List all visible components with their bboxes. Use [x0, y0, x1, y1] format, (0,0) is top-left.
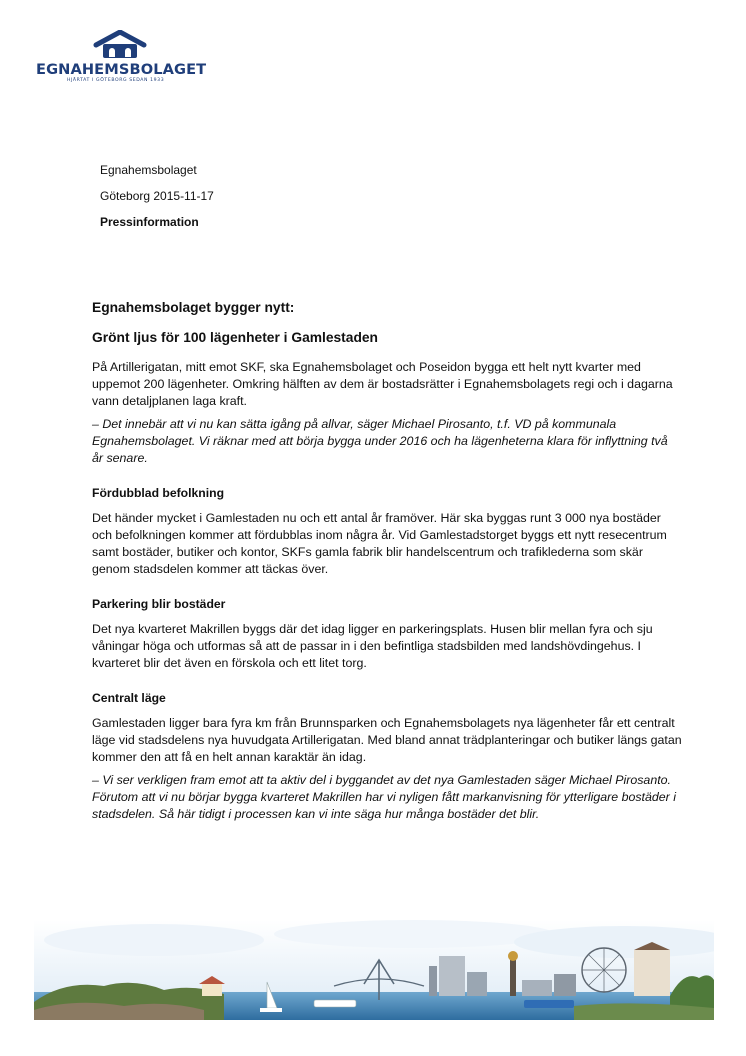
place-and-date: Göteborg 2015-11-17	[100, 189, 214, 203]
logo-wordmark: EGNAHEMSBOLAGET	[36, 61, 207, 78]
document-type: Pressinformation	[100, 215, 199, 229]
house-logo-icon	[92, 30, 148, 60]
intro-paragraph: På Artillerigatan, mitt emot SKF, ska Egnahemsbolaget och Poseidon bygga ett helt nytt kvarter med uppemot 200 lägenheter. Omkring hälften av dem är bostadsrätter i Egnahemsbolagets regi och i dagarna vann detaljplanen laga kraft.	[92, 360, 673, 408]
section-text-location: Gamlestaden ligger bara fyra km från Brunnsparken och Egnahemsbolagets nya lägenheter får ett centralt läge vid stadsdelens nya huvudgata Artillerigatan. Med bland annat trädplanteringar och butiker längs gatan kommer den att få en helt annan karaktär än idag.	[92, 716, 682, 764]
company-logo	[36, 30, 206, 84]
section-heading-parking: Parkering blir bostäder	[92, 597, 226, 611]
quote-paragraph-1: – Det innebär att vi nu kan sätta igång på allvar, säger Michael Pirosanto, t.f. VD på kommunala Egnahemsbolaget. Vi räknar med att börja bygga under 2016 och ha lägenheterna klara för inflyttning två år senare.	[92, 417, 668, 465]
section-text-parking: Det nya kvarteret Makrillen byggs där det idag ligger en parkeringsplats. Husen blir mellan fyra och sju våningar höga och utformas så att de passar in i den befintliga stadsbilden med landshövdingehus. I kvarteret blir det även en förskola och ett litet torg.	[92, 622, 653, 670]
title-line-1: Egnahemsbolaget bygger nytt:	[92, 300, 295, 315]
section-text-population: Det händer mycket i Gamlestaden nu och ett antal år framöver. Här ska byggas runt 3 000 nya bostäder och befolkningen kommer att fördubblas inom några år. Vid Gamlestadstorget byggs ett nytt resecentrum samt bostäder, butiker och kontor, SKFs gamla fabrik blir handelscentrum och trafiklederna som skär genom stadsdelen kommer att täckas över.	[92, 511, 667, 576]
cityscape-footer-illustration	[34, 920, 714, 1020]
press-release-body	[92, 299, 682, 829]
document-meta	[100, 160, 214, 238]
logo-tagline: HJÄRTAT I GÖTEBORG SEDAN 1933	[67, 78, 165, 83]
title-line-2: Grönt ljus för 100 lägenheter i Gamlestaden	[92, 330, 378, 345]
quote-paragraph-2: – Vi ser verkligen fram emot att ta aktiv del i byggandet av det nya Gamlestaden säger Michael Pirosanto. Förutom att vi nu börjar bygga kvarteret Makrillen har vi nyligen fått markanvisning för ytterligare bostäder i stadsdelen. Så här tidigt i processen kan vi inte säga hur många bostäder det blir.	[92, 773, 676, 821]
section-heading-population: Fördubblad befolkning	[92, 486, 225, 500]
section-heading-location: Centralt läge	[92, 691, 166, 705]
sender-company: Egnahemsbolaget	[100, 163, 197, 177]
